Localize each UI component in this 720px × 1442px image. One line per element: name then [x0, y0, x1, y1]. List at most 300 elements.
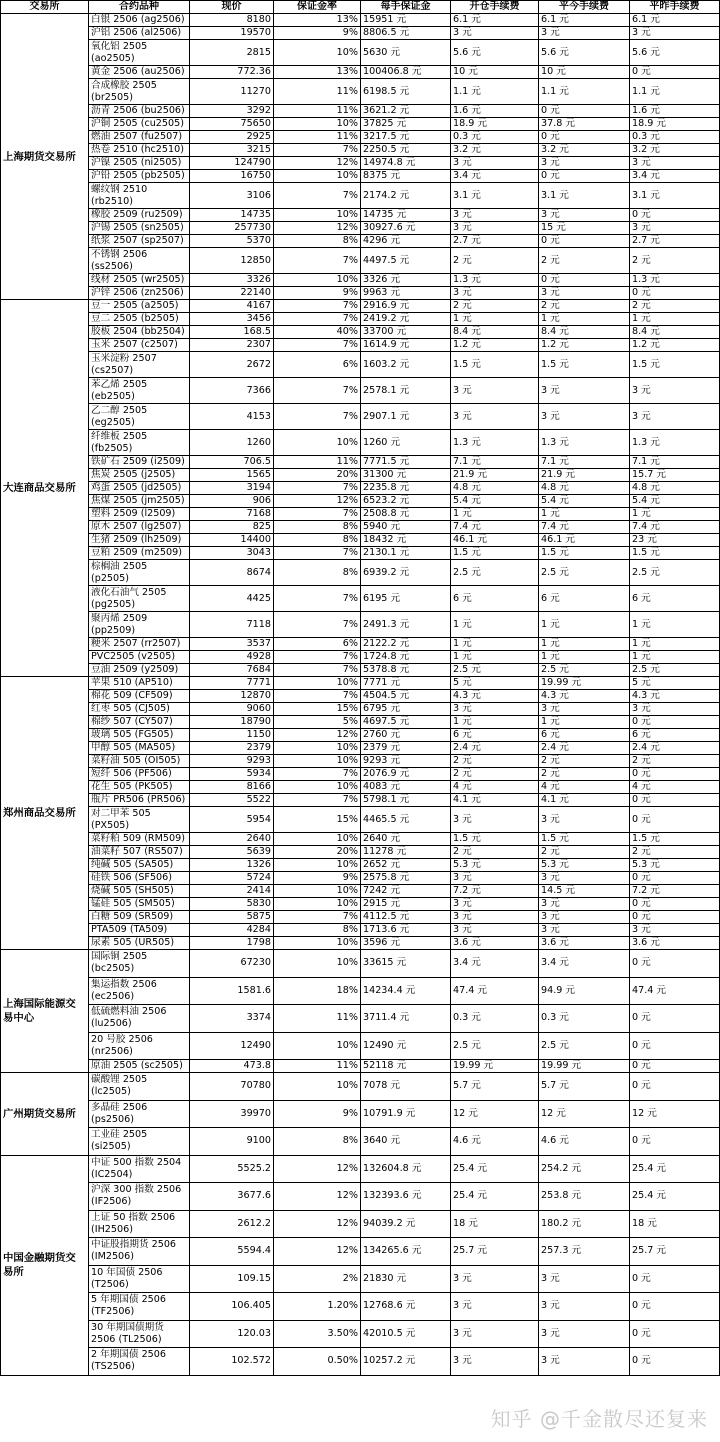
margin-per-lot-cell: 52118 元 [361, 1060, 451, 1073]
open-fee-cell: 1.3 元 [451, 430, 539, 456]
margin-rate-cell: 3.50% [274, 1320, 361, 1348]
margin-rate-cell: 8% [274, 235, 361, 248]
table-row [1, 1100, 720, 1128]
close-today-fee-cell: 0 元 [539, 170, 630, 183]
contract-cell: 上证 50 指数 2506 (IH2506) [89, 1210, 190, 1238]
margin-per-lot-cell: 3326 元 [361, 274, 451, 287]
contract-cell: 鸡蛋 2505 (jd2505) [89, 482, 190, 495]
price-cell: 1150 [190, 729, 274, 742]
close-yesterday-fee-cell: 2 元 [630, 300, 720, 313]
margin-rate-cell: 6% [274, 352, 361, 378]
contract-cell: 豆二 2505 (b2505) [89, 313, 190, 326]
margin-rate-cell: 7% [274, 664, 361, 677]
price-cell: 2414 [190, 885, 274, 898]
margin-per-lot-cell: 3217.5 元 [361, 131, 451, 144]
open-fee-cell: 3 元 [451, 1320, 539, 1348]
header-row [1, 1, 720, 14]
open-fee-cell: 1.2 元 [451, 339, 539, 352]
price-cell: 5830 [190, 898, 274, 911]
contract-cell: 焦炭 2505 (j2505) [89, 469, 190, 482]
close-yesterday-fee-cell: 2 元 [630, 248, 720, 274]
margin-rate-cell: 10% [274, 209, 361, 222]
open-fee-cell: 3 元 [451, 872, 539, 885]
close-today-fee-cell: 2.5 元 [539, 664, 630, 677]
table-row [1, 1320, 720, 1348]
margin-rate-cell: 10% [274, 1032, 361, 1060]
open-fee-cell: 3 元 [451, 209, 539, 222]
close-today-fee-cell: 7.4 元 [539, 521, 630, 534]
margin-per-lot-cell: 14974.8 元 [361, 157, 451, 170]
margin-rate-cell: 13% [274, 66, 361, 79]
open-fee-cell: 5.7 元 [451, 1073, 539, 1101]
exchange-name: 郑州商品交易所 [1, 677, 89, 950]
close-today-fee-cell: 6.1 元 [539, 14, 630, 27]
price-cell: 906 [190, 495, 274, 508]
close-today-fee-cell: 1.3 元 [539, 430, 630, 456]
close-today-fee-cell: 10 元 [539, 66, 630, 79]
open-fee-cell: 1 元 [451, 313, 539, 326]
close-today-fee-cell: 2 元 [539, 300, 630, 313]
close-yesterday-fee-cell: 47.4 元 [630, 977, 720, 1005]
margin-rate-cell: 8% [274, 1128, 361, 1156]
table-row [1, 1265, 720, 1293]
table-row [1, 378, 720, 404]
close-today-fee-cell: 3.4 元 [539, 950, 630, 978]
margin-per-lot-cell: 2915 元 [361, 898, 451, 911]
price-cell: 9100 [190, 1128, 274, 1156]
table-row [1, 781, 720, 794]
contract-cell: 烧碱 505 (SH505) [89, 885, 190, 898]
margin-per-lot-cell: 6198.5 元 [361, 79, 451, 105]
margin-per-lot-cell: 5940 元 [361, 521, 451, 534]
margin-per-lot-cell: 2379 元 [361, 742, 451, 755]
open-fee-cell: 0.3 元 [451, 1005, 539, 1033]
price-cell: 3292 [190, 105, 274, 118]
close-yesterday-fee-cell: 0 元 [630, 1073, 720, 1101]
open-fee-cell: 2 元 [451, 755, 539, 768]
price-cell: 1326 [190, 859, 274, 872]
close-yesterday-fee-cell: 0 元 [630, 1293, 720, 1321]
close-today-fee-cell: 1.5 元 [539, 547, 630, 560]
table-row [1, 703, 720, 716]
table-row [1, 937, 720, 950]
open-fee-cell: 5 元 [451, 677, 539, 690]
margin-per-lot-cell: 7771.5 元 [361, 456, 451, 469]
open-fee-cell: 4.6 元 [451, 1128, 539, 1156]
price-cell: 7771 [190, 677, 274, 690]
margin-per-lot-cell: 132393.6 元 [361, 1183, 451, 1211]
contract-cell: 工业硅 2505 (si2505) [89, 1128, 190, 1156]
table-row [1, 27, 720, 40]
open-fee-cell: 1.5 元 [451, 833, 539, 846]
close-today-fee-cell: 3 元 [539, 27, 630, 40]
close-yesterday-fee-cell: 0 元 [630, 66, 720, 79]
close-today-fee-cell: 1.5 元 [539, 833, 630, 846]
header-margin-rate: 保证金率 [274, 1, 361, 14]
contract-cell: 不锈钢 2506 (ss2506) [89, 248, 190, 274]
close-today-fee-cell: 3 元 [539, 911, 630, 924]
price-cell: 5370 [190, 235, 274, 248]
contract-cell: 豆粕 2509 (m2509) [89, 547, 190, 560]
open-fee-cell: 4.8 元 [451, 482, 539, 495]
contract-cell: 棉花 509 (CF509) [89, 690, 190, 703]
table-row [1, 729, 720, 742]
close-yesterday-fee-cell: 1.5 元 [630, 352, 720, 378]
margin-per-lot-cell: 4497.5 元 [361, 248, 451, 274]
close-today-fee-cell: 21.9 元 [539, 469, 630, 482]
margin-rate-cell: 8% [274, 560, 361, 586]
exchange-name: 上海国际能源交易中心 [1, 950, 89, 1073]
contract-cell: 碳酸锂 2505 (lc2505) [89, 1073, 190, 1101]
close-yesterday-fee-cell: 7.1 元 [630, 456, 720, 469]
table-row [1, 183, 720, 209]
close-yesterday-fee-cell: 0 元 [630, 1265, 720, 1293]
table-row [1, 144, 720, 157]
close-yesterday-fee-cell: 3 元 [630, 703, 720, 716]
close-today-fee-cell: 2 元 [539, 755, 630, 768]
open-fee-cell: 2.7 元 [451, 235, 539, 248]
table-row [1, 690, 720, 703]
margin-per-lot-cell: 30927.6 元 [361, 222, 451, 235]
price-cell: 2307 [190, 339, 274, 352]
contract-cell: 苯乙烯 2505 (eb2505) [89, 378, 190, 404]
close-yesterday-fee-cell: 1.6 元 [630, 105, 720, 118]
price-cell: 257730 [190, 222, 274, 235]
open-fee-cell: 1.1 元 [451, 79, 539, 105]
table-row [1, 1128, 720, 1156]
close-today-fee-cell: 4 元 [539, 781, 630, 794]
open-fee-cell: 7.1 元 [451, 456, 539, 469]
close-yesterday-fee-cell: 1.5 元 [630, 547, 720, 560]
price-cell: 12490 [190, 1032, 274, 1060]
margin-rate-cell: 7% [274, 547, 361, 560]
margin-rate-cell: 8% [274, 521, 361, 534]
close-yesterday-fee-cell: 2.5 元 [630, 664, 720, 677]
close-yesterday-fee-cell: 0.3 元 [630, 131, 720, 144]
close-yesterday-fee-cell: 0 元 [630, 1005, 720, 1033]
margin-rate-cell: 12% [274, 729, 361, 742]
table-row [1, 651, 720, 664]
margin-per-lot-cell: 12490 元 [361, 1032, 451, 1060]
price-cell: 473.8 [190, 1060, 274, 1073]
contract-cell: 花生 505 (PK505) [89, 781, 190, 794]
table-row [1, 560, 720, 586]
margin-per-lot-cell: 2122.2 元 [361, 638, 451, 651]
margin-rate-cell: 13% [274, 14, 361, 27]
open-fee-cell: 0.3 元 [451, 131, 539, 144]
contract-cell: 原木 2507 (lg2507) [89, 521, 190, 534]
margin-per-lot-cell: 2491.3 元 [361, 612, 451, 638]
close-yesterday-fee-cell: 1.5 元 [630, 833, 720, 846]
contract-cell: 沪锌 2506 (zn2506) [89, 287, 190, 300]
price-cell: 7168 [190, 508, 274, 521]
contract-cell: 多晶硅 2506 (ps2506) [89, 1100, 190, 1128]
close-yesterday-fee-cell: 15.7 元 [630, 469, 720, 482]
price-cell: 1798 [190, 937, 274, 950]
open-fee-cell: 46.1 元 [451, 534, 539, 547]
open-fee-cell: 3 元 [451, 911, 539, 924]
header-contract: 合约品种 [89, 1, 190, 14]
table-row [1, 1155, 720, 1183]
contract-cell: 沪锡 2505 (sn2505) [89, 222, 190, 235]
margin-rate-cell: 12% [274, 1210, 361, 1238]
open-fee-cell: 1 元 [451, 508, 539, 521]
contract-cell: 铁矿石 2509 (i2509) [89, 456, 190, 469]
close-yesterday-fee-cell: 1 元 [630, 313, 720, 326]
margin-rate-cell: 11% [274, 1005, 361, 1033]
margin-per-lot-cell: 15951 元 [361, 14, 451, 27]
table-row [1, 833, 720, 846]
table-row [1, 612, 720, 638]
margin-per-lot-cell: 6795 元 [361, 703, 451, 716]
price-cell: 2612.2 [190, 1210, 274, 1238]
table-row [1, 898, 720, 911]
price-cell: 8674 [190, 560, 274, 586]
margin-rate-cell: 10% [274, 170, 361, 183]
margin-rate-cell: 1.20% [274, 1293, 361, 1321]
header-margin-per-lot: 每手保证金 [361, 1, 451, 14]
table-row [1, 235, 720, 248]
close-today-fee-cell: 3 元 [539, 1265, 630, 1293]
close-today-fee-cell: 253.8 元 [539, 1183, 630, 1211]
close-yesterday-fee-cell: 2.5 元 [630, 560, 720, 586]
close-yesterday-fee-cell: 3.4 元 [630, 170, 720, 183]
close-today-fee-cell: 1.5 元 [539, 352, 630, 378]
price-cell: 9060 [190, 703, 274, 716]
price-cell: 8166 [190, 781, 274, 794]
margin-per-lot-cell: 2907.1 元 [361, 404, 451, 430]
price-cell: 168.5 [190, 326, 274, 339]
table-row [1, 352, 720, 378]
table-row [1, 1238, 720, 1266]
margin-per-lot-cell: 8806.5 元 [361, 27, 451, 40]
margin-per-lot-cell: 10791.9 元 [361, 1100, 451, 1128]
close-today-fee-cell: 3 元 [539, 898, 630, 911]
price-cell: 3194 [190, 482, 274, 495]
open-fee-cell: 19.99 元 [451, 1060, 539, 1073]
close-yesterday-fee-cell: 3 元 [630, 222, 720, 235]
contract-cell: 粳米 2507 (rr2507) [89, 638, 190, 651]
contract-cell: 沪铅 2505 (pb2505) [89, 170, 190, 183]
table-row [1, 300, 720, 313]
margin-rate-cell: 7% [274, 313, 361, 326]
contract-cell: 红枣 505 (CJ505) [89, 703, 190, 716]
exchange-name: 上海期货交易所 [1, 14, 89, 300]
contract-cell: 国际铜 2505 (bc2505) [89, 950, 190, 978]
close-yesterday-fee-cell: 1.3 元 [630, 430, 720, 456]
table-row [1, 222, 720, 235]
table-row [1, 131, 720, 144]
contract-cell: 2 年期国债 2506 (TS2506) [89, 1348, 190, 1376]
close-today-fee-cell: 2.5 元 [539, 1032, 630, 1060]
contract-cell: 油菜籽 507 (RS507) [89, 846, 190, 859]
open-fee-cell: 3.2 元 [451, 144, 539, 157]
contract-cell: 5 年期国债 2506 (TF2506) [89, 1293, 190, 1321]
margin-per-lot-cell: 8375 元 [361, 170, 451, 183]
price-cell: 2672 [190, 352, 274, 378]
price-cell: 16750 [190, 170, 274, 183]
close-yesterday-fee-cell: 8.4 元 [630, 326, 720, 339]
margin-per-lot-cell: 9293 元 [361, 755, 451, 768]
close-today-fee-cell: 5.3 元 [539, 859, 630, 872]
close-yesterday-fee-cell: 6 元 [630, 729, 720, 742]
close-today-fee-cell: 3.1 元 [539, 183, 630, 209]
margin-per-lot-cell: 4504.5 元 [361, 690, 451, 703]
margin-per-lot-cell: 4465.5 元 [361, 807, 451, 833]
margin-per-lot-cell: 6523.2 元 [361, 495, 451, 508]
table-row [1, 586, 720, 612]
contract-cell: 焦煤 2505 (jm2505) [89, 495, 190, 508]
open-fee-cell: 3.6 元 [451, 937, 539, 950]
contract-cell: 白糖 509 (SR509) [89, 911, 190, 924]
open-fee-cell: 21.9 元 [451, 469, 539, 482]
margin-rate-cell: 10% [274, 118, 361, 131]
margin-per-lot-cell: 2578.1 元 [361, 378, 451, 404]
close-yesterday-fee-cell: 18.9 元 [630, 118, 720, 131]
open-fee-cell: 2 元 [451, 846, 539, 859]
open-fee-cell: 3 元 [451, 287, 539, 300]
open-fee-cell: 6 元 [451, 729, 539, 742]
contract-cell: 苹果 510 (AP510) [89, 677, 190, 690]
margin-per-lot-cell: 4112.5 元 [361, 911, 451, 924]
price-cell: 2379 [190, 742, 274, 755]
close-today-fee-cell: 3 元 [539, 209, 630, 222]
margin-per-lot-cell: 3711.4 元 [361, 1005, 451, 1033]
close-yesterday-fee-cell: 3 元 [630, 924, 720, 937]
table-row [1, 924, 720, 937]
close-yesterday-fee-cell: 0 元 [630, 1060, 720, 1073]
header-open-fee: 开仓手续费 [451, 1, 539, 14]
open-fee-cell: 3 元 [451, 404, 539, 430]
table-row [1, 534, 720, 547]
margin-per-lot-cell: 134265.6 元 [361, 1238, 451, 1266]
table-row [1, 521, 720, 534]
exchange-name: 中国金融期货交易所 [1, 1155, 89, 1375]
close-yesterday-fee-cell: 25.7 元 [630, 1238, 720, 1266]
close-yesterday-fee-cell: 5 元 [630, 677, 720, 690]
close-yesterday-fee-cell: 0 元 [630, 807, 720, 833]
open-fee-cell: 3 元 [451, 1265, 539, 1293]
contract-cell: 集运指数 2506 (ec2506) [89, 977, 190, 1005]
close-today-fee-cell: 8.4 元 [539, 326, 630, 339]
table-row [1, 755, 720, 768]
close-yesterday-fee-cell: 18 元 [630, 1210, 720, 1238]
open-fee-cell: 3 元 [451, 1348, 539, 1376]
table-row [1, 339, 720, 352]
table-row [1, 1183, 720, 1211]
margin-per-lot-cell: 5630 元 [361, 40, 451, 66]
margin-rate-cell: 9% [274, 27, 361, 40]
header-close-yesterday-fee: 平昨手续费 [630, 1, 720, 14]
close-today-fee-cell: 254.2 元 [539, 1155, 630, 1183]
close-yesterday-fee-cell: 0 元 [630, 898, 720, 911]
contract-cell: 硅铁 506 (SF506) [89, 872, 190, 885]
open-fee-cell: 3 元 [451, 378, 539, 404]
margin-rate-cell: 10% [274, 430, 361, 456]
price-cell: 5639 [190, 846, 274, 859]
contract-cell: 中证股指期货 2506 (IM2506) [89, 1238, 190, 1266]
price-cell: 4284 [190, 924, 274, 937]
open-fee-cell: 2.5 元 [451, 1032, 539, 1060]
price-cell: 1565 [190, 469, 274, 482]
contract-cell: 螺纹钢 2510 (rb2510) [89, 183, 190, 209]
margin-rate-cell: 15% [274, 807, 361, 833]
margin-per-lot-cell: 7242 元 [361, 885, 451, 898]
table-row [1, 274, 720, 287]
close-yesterday-fee-cell: 4.3 元 [630, 690, 720, 703]
close-yesterday-fee-cell: 0 元 [630, 287, 720, 300]
price-cell: 3215 [190, 144, 274, 157]
margin-rate-cell: 7% [274, 378, 361, 404]
table-row [1, 911, 720, 924]
table-row [1, 742, 720, 755]
table-row [1, 846, 720, 859]
close-yesterday-fee-cell: 3.1 元 [630, 183, 720, 209]
contract-cell: 低硫燃料油 2506 (lu2506) [89, 1005, 190, 1033]
price-cell: 3456 [190, 313, 274, 326]
price-cell: 75650 [190, 118, 274, 131]
close-today-fee-cell: 7.1 元 [539, 456, 630, 469]
price-cell: 3374 [190, 1005, 274, 1033]
close-yesterday-fee-cell: 3.2 元 [630, 144, 720, 157]
close-today-fee-cell: 3 元 [539, 807, 630, 833]
close-yesterday-fee-cell: 0 元 [630, 1032, 720, 1060]
close-today-fee-cell: 12 元 [539, 1100, 630, 1128]
table-row [1, 14, 720, 27]
open-fee-cell: 3 元 [451, 27, 539, 40]
margin-rate-cell: 8% [274, 534, 361, 547]
price-cell: 825 [190, 521, 274, 534]
margin-rate-cell: 11% [274, 131, 361, 144]
table-row [1, 456, 720, 469]
close-today-fee-cell: 15 元 [539, 222, 630, 235]
margin-per-lot-cell: 37825 元 [361, 118, 451, 131]
close-yesterday-fee-cell: 5.3 元 [630, 859, 720, 872]
margin-per-lot-cell: 100406.8 元 [361, 66, 451, 79]
contract-cell: 燃油 2507 (fu2507) [89, 131, 190, 144]
close-yesterday-fee-cell: 2.7 元 [630, 235, 720, 248]
price-cell: 67230 [190, 950, 274, 978]
close-today-fee-cell: 46.1 元 [539, 534, 630, 547]
open-fee-cell: 3 元 [451, 703, 539, 716]
open-fee-cell: 1.5 元 [451, 352, 539, 378]
table-row [1, 807, 720, 833]
close-today-fee-cell: 19.99 元 [539, 677, 630, 690]
close-yesterday-fee-cell: 1 元 [630, 612, 720, 638]
open-fee-cell: 5.6 元 [451, 40, 539, 66]
close-today-fee-cell: 3 元 [539, 378, 630, 404]
table-row [1, 1210, 720, 1238]
margin-rate-cell: 7% [274, 482, 361, 495]
margin-rate-cell: 12% [274, 222, 361, 235]
close-yesterday-fee-cell: 0 元 [630, 950, 720, 978]
margin-rate-cell: 40% [274, 326, 361, 339]
close-today-fee-cell: 3 元 [539, 703, 630, 716]
close-yesterday-fee-cell: 3 元 [630, 157, 720, 170]
price-cell: 4167 [190, 300, 274, 313]
header-price: 现价 [190, 1, 274, 14]
open-fee-cell: 2.5 元 [451, 560, 539, 586]
margin-per-lot-cell: 12768.6 元 [361, 1293, 451, 1321]
close-yesterday-fee-cell: 0 元 [630, 794, 720, 807]
price-cell: 19570 [190, 27, 274, 40]
close-yesterday-fee-cell: 6.1 元 [630, 14, 720, 27]
open-fee-cell: 2.4 元 [451, 742, 539, 755]
table-row [1, 170, 720, 183]
close-today-fee-cell: 1.1 元 [539, 79, 630, 105]
margin-per-lot-cell: 2076.9 元 [361, 768, 451, 781]
open-fee-cell: 2 元 [451, 768, 539, 781]
